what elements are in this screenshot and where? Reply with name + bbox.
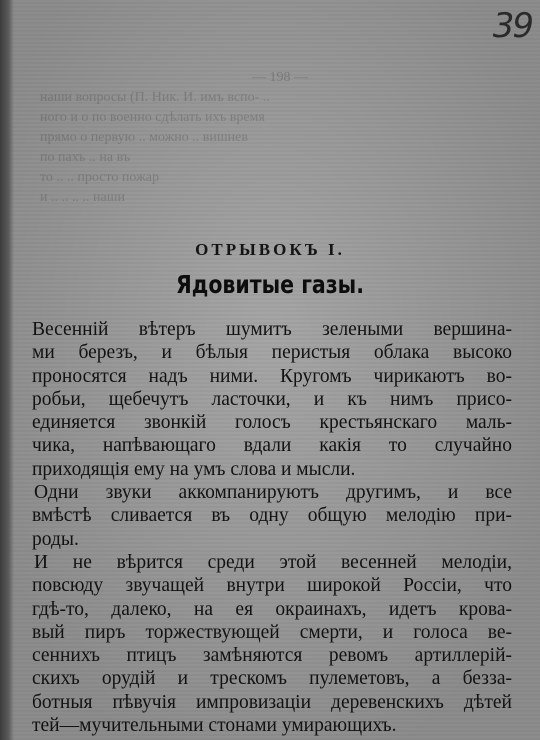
paragraph <box>32 481 512 551</box>
text-line: роды. <box>32 528 79 550</box>
paragraph <box>32 318 512 481</box>
chapter-title: Ядовитые газы. <box>175 270 365 299</box>
text-line: ботныя пѣвучія импровизаціи деревенскихъ дѣтей <box>32 691 512 713</box>
text-line: вмѣстѣ сливается въ одну общую мелодію при- <box>32 505 512 527</box>
show-through-text <box>40 68 520 208</box>
text-line: скихъ орудій и трескомъ пулеметовъ, а безза- <box>32 668 512 690</box>
text-line: единяется звонкій голосъ крестьянскаго маль- <box>32 412 512 434</box>
text-line: вый пиръ торжествующей смерти, и голоса ве- <box>32 621 512 643</box>
excerpt-heading: ОТРЫВОКЪ I. <box>195 240 345 259</box>
text-line: чика, напѣвающаго вдали какія то случайно <box>32 435 512 457</box>
bleed-line: то .. .. просто пожар <box>40 170 159 185</box>
bleed-line: прямо о первую .. можно .. вишнев <box>40 130 248 145</box>
text-line: Весенній вѣтеръ шумитъ зелеными вершина- <box>32 319 512 340</box>
text-line: ми березъ, и бѣлыя перистыя облака высоко <box>32 342 512 364</box>
text-line: Одни звуки аккомпанируютъ другимъ, и все <box>34 482 512 504</box>
bleed-line: и .. .. .. .. наши <box>40 190 125 205</box>
text-line: И не вѣрится среди этой весенней мелодіи, <box>34 551 512 573</box>
bleed-line: наши вопросы (П. Ник. И. имъ вспо- .. <box>40 90 270 105</box>
body-text <box>32 318 512 737</box>
text-line: повсюду звучащей внутри широкой Россіи, что <box>32 575 512 597</box>
bleed-line: — 198 — <box>252 70 308 85</box>
page-binding-edge <box>0 0 14 740</box>
paragraph <box>32 551 512 737</box>
page-number: 39 <box>492 6 532 46</box>
text-line: приходящія ему на умъ слова и мысли. <box>32 458 356 480</box>
bleed-line: ного и о по военно сдѣлать ихъ время <box>40 110 265 125</box>
text-line: тей—мучительными стонами умирающихъ. <box>32 715 397 737</box>
text-line: гдѣ-то, далеко, на ея окраинахъ, идетъ крова- <box>32 598 512 620</box>
bleed-line: по пахъ .. на въ <box>40 150 131 165</box>
text-line: робьи, щебечутъ ласточки, и къ нимъ присо- <box>32 388 512 410</box>
text-line: сеннихъ птицъ замѣняются ревомъ артиллерій- <box>32 645 512 667</box>
text-line: проносятся надъ ними. Кругомъ чирикаютъ во- <box>32 365 512 387</box>
